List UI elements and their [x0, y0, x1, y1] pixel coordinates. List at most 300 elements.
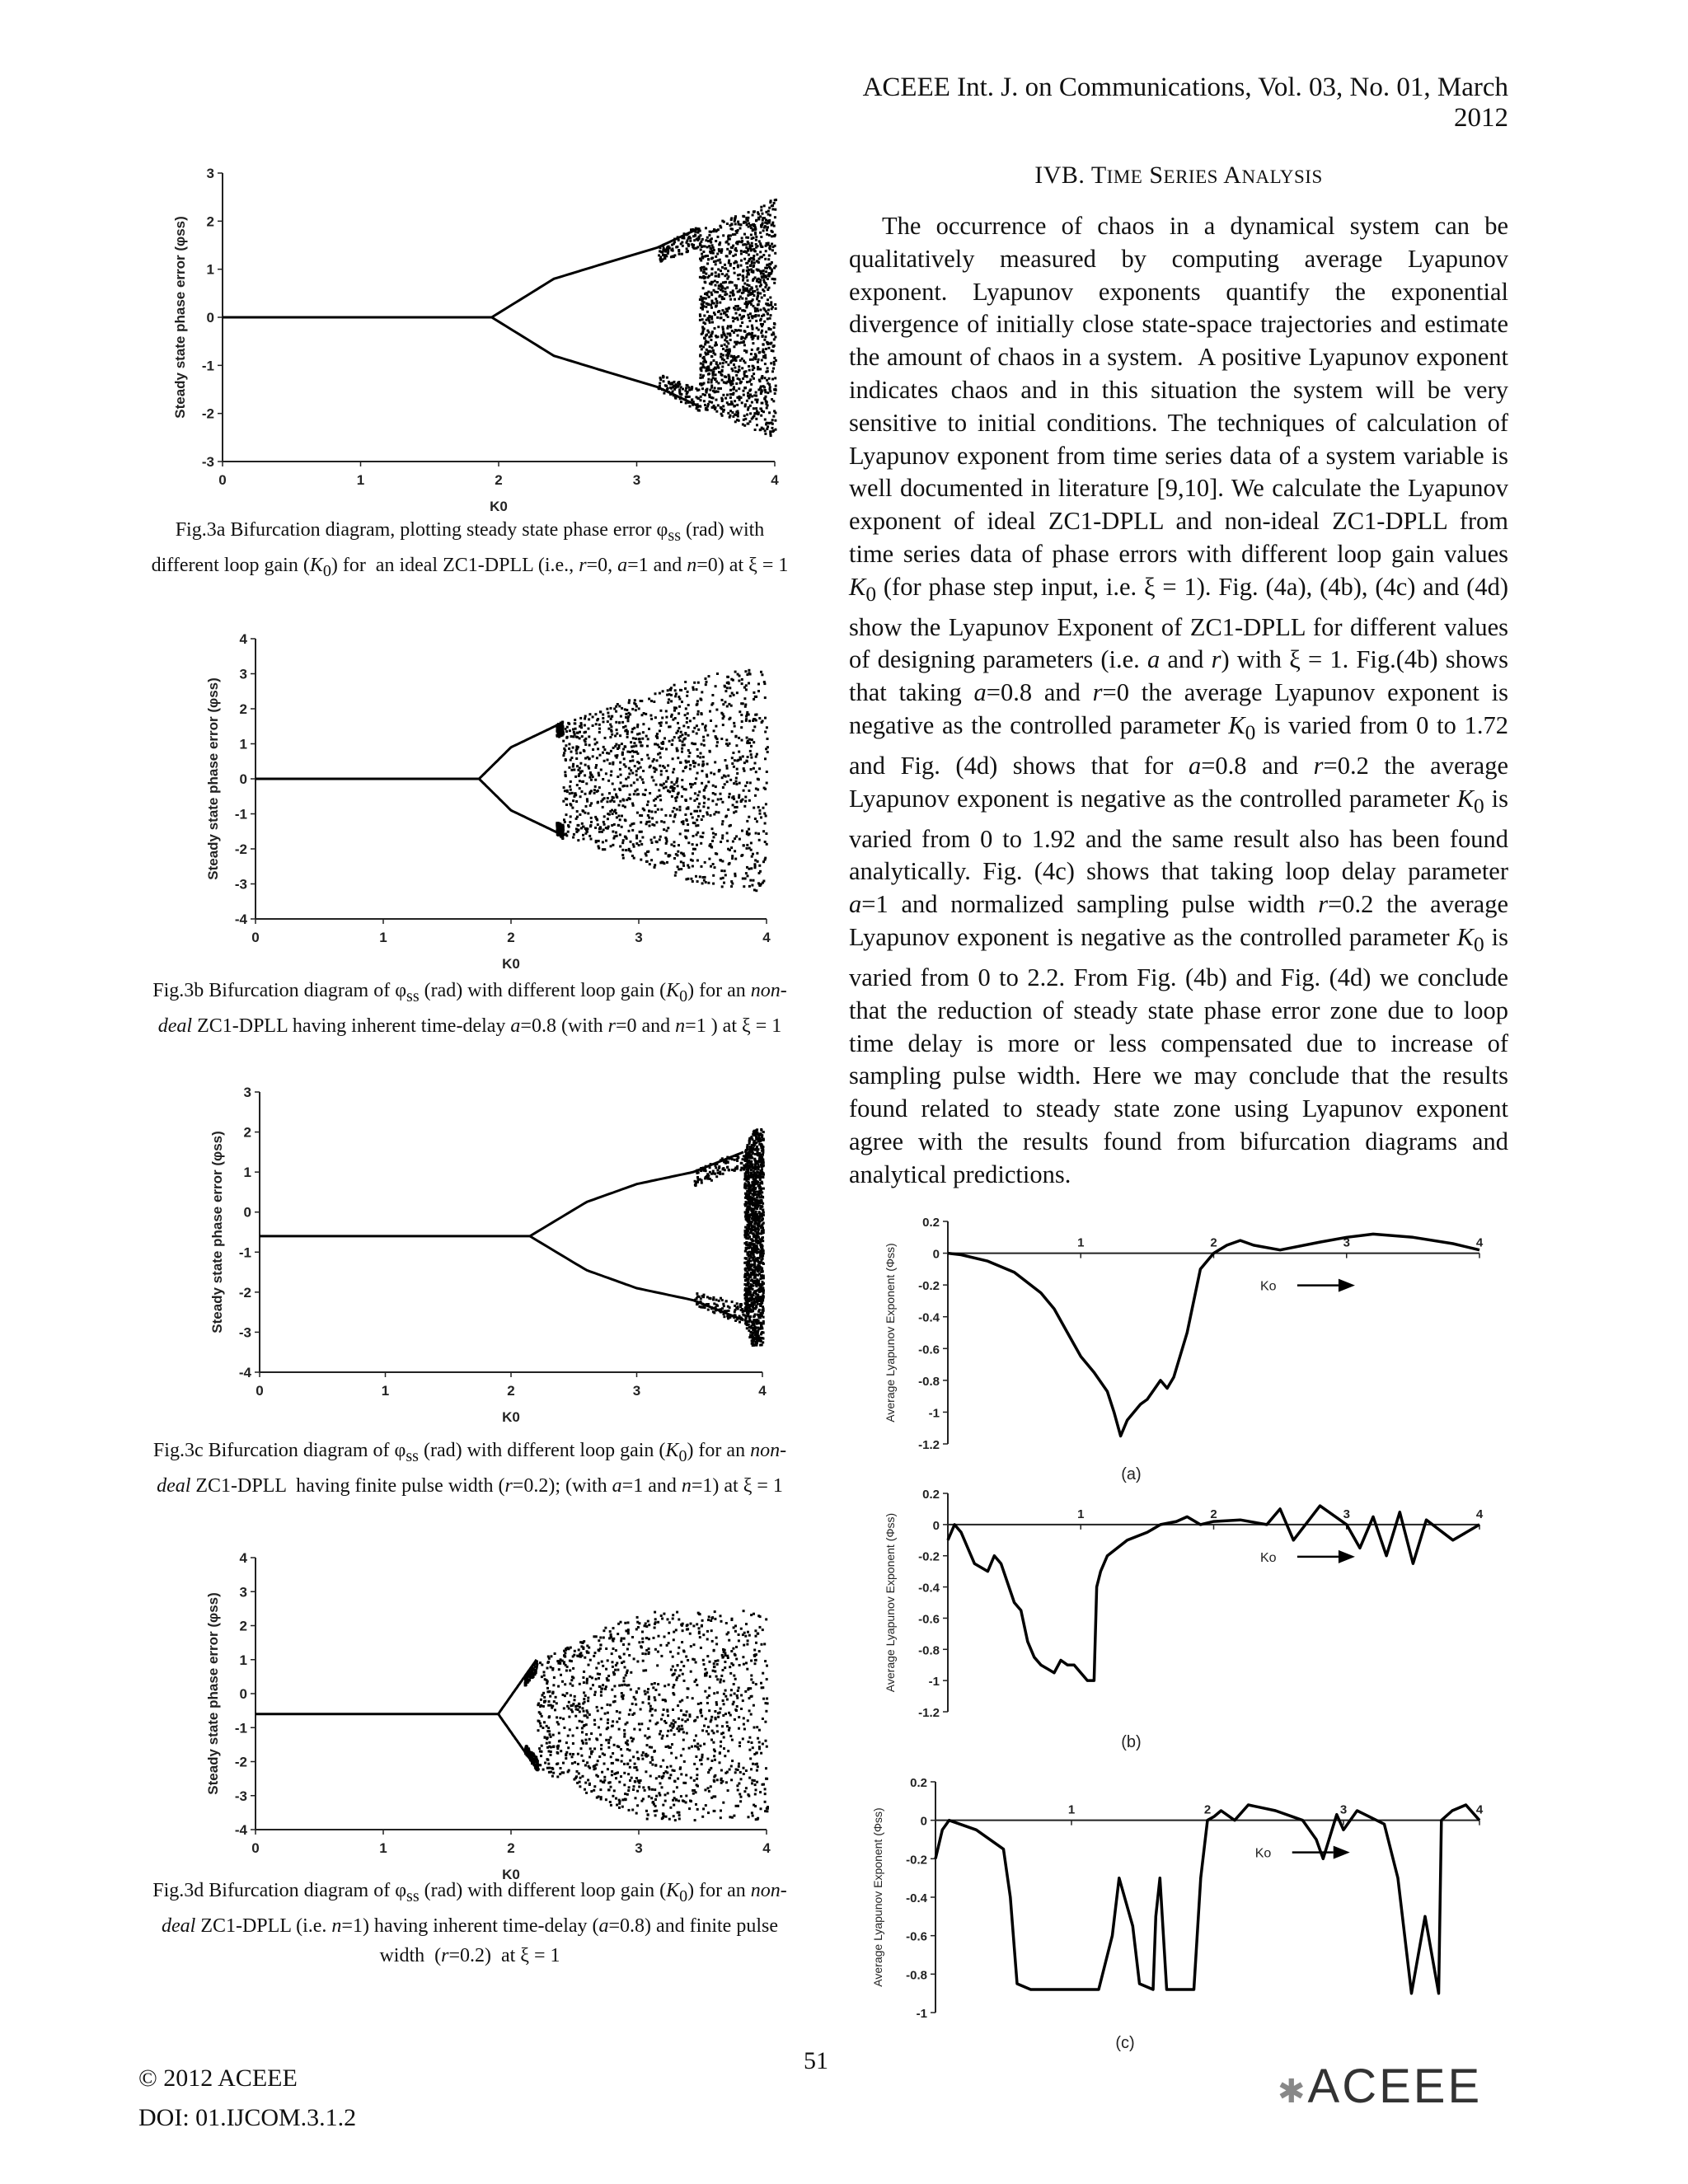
y-tick-label: -4	[238, 1365, 251, 1380]
chaos-point	[763, 204, 766, 207]
chaos-point	[715, 811, 717, 813]
chaos-point	[775, 385, 777, 387]
chaos-point	[734, 215, 737, 218]
chaos-point	[750, 753, 753, 756]
chaos-point	[735, 382, 738, 385]
chaos-point	[583, 1681, 585, 1684]
chaos-point	[737, 335, 739, 337]
chaos-point	[728, 234, 730, 237]
chaos-point	[735, 835, 738, 837]
chaos-point	[701, 882, 704, 884]
chaos-point	[745, 688, 748, 691]
chaos-point	[749, 312, 752, 315]
chaos-point	[750, 1160, 753, 1163]
chaos-point	[729, 389, 732, 391]
chaos-point	[654, 864, 656, 866]
period-point	[668, 246, 670, 248]
chaos-point	[711, 840, 714, 842]
chaos-point	[659, 757, 662, 759]
chaos-point	[772, 345, 775, 348]
chaos-point	[704, 404, 706, 406]
chaos-point	[602, 778, 604, 780]
chaos-point	[616, 795, 618, 798]
chaos-point	[743, 767, 745, 770]
chaos-point	[692, 880, 694, 883]
chaos-point	[754, 228, 757, 231]
chaos-point	[712, 406, 715, 409]
chaos-point	[748, 1161, 750, 1164]
chaos-point	[618, 721, 621, 724]
chaos-point	[693, 1643, 696, 1646]
chaos-point	[725, 255, 728, 257]
chaos-point	[662, 743, 664, 745]
chaos-point	[715, 336, 718, 339]
chaos-point	[743, 394, 745, 396]
chaos-point	[696, 724, 698, 727]
chaos-point	[676, 777, 678, 780]
chaos-point	[710, 292, 713, 294]
y-tick-label: 3	[206, 166, 214, 181]
chaos-point	[701, 276, 703, 279]
chaos-point	[749, 1228, 752, 1230]
chaos-point	[747, 294, 749, 297]
chaos-point	[761, 1331, 763, 1333]
chaos-point	[672, 771, 674, 774]
chaos-point	[673, 807, 675, 809]
chaos-point	[758, 767, 761, 770]
chaos-point	[700, 260, 702, 262]
chaos-point	[740, 336, 743, 339]
x-tick-label: 0	[256, 1383, 264, 1399]
chaos-point	[731, 330, 734, 332]
chaos-point	[598, 786, 601, 789]
chaos-point	[628, 1713, 631, 1716]
chaos-point	[711, 257, 714, 260]
chaos-point	[756, 401, 758, 404]
chaos-point	[697, 682, 700, 684]
chaos-point	[677, 722, 679, 724]
chaos-point	[715, 1701, 718, 1704]
chaos-point	[673, 783, 676, 785]
period-point	[739, 1317, 742, 1319]
chaos-point	[738, 399, 741, 401]
chaos-point	[743, 1767, 745, 1769]
chaos-point	[711, 372, 714, 374]
period-point	[723, 1161, 725, 1164]
x-tick-label: 1	[379, 930, 387, 945]
chaos-point	[687, 712, 689, 715]
chaos-point	[747, 1298, 749, 1301]
chaos-point	[735, 241, 738, 244]
chaos-point	[721, 1654, 724, 1657]
period-point	[658, 254, 660, 256]
chaos-point	[701, 770, 704, 772]
chaos-point	[700, 699, 702, 701]
chaos-point	[594, 766, 597, 769]
chaos-point	[763, 339, 766, 341]
chaos-point	[763, 294, 766, 297]
chaos-point	[772, 350, 775, 353]
x-tick-label: 3	[635, 930, 643, 945]
chaos-point	[757, 1289, 760, 1291]
chaos-point	[701, 298, 704, 300]
chaos-point	[709, 389, 711, 391]
chaos-point	[757, 269, 759, 272]
chaos-point	[764, 841, 767, 843]
chaos-point	[748, 223, 750, 225]
chaos-point	[748, 1174, 751, 1177]
chaos-point	[589, 804, 592, 807]
period-point	[558, 830, 560, 832]
chaos-point	[684, 766, 687, 769]
chaos-point	[748, 799, 751, 802]
chaos-point	[648, 757, 650, 760]
chaos-point	[722, 877, 724, 879]
chaos-point	[697, 710, 700, 713]
chaos-point	[671, 743, 673, 746]
chaos-point	[733, 267, 735, 269]
chaos-point	[636, 725, 639, 728]
chaos-point	[763, 227, 766, 229]
chaos-point	[575, 748, 578, 750]
chaos-point	[766, 229, 768, 232]
chaos-point	[752, 1148, 754, 1151]
chaos-point	[742, 269, 744, 272]
period-point	[716, 1169, 719, 1171]
chaos-point	[753, 336, 755, 339]
chaos-point	[704, 281, 706, 284]
chaos-point	[633, 751, 635, 753]
chaos-point	[566, 726, 569, 729]
chaos-point	[764, 696, 767, 699]
chaos-point	[697, 815, 700, 818]
chaos-point	[759, 1238, 762, 1240]
period-point	[661, 388, 663, 391]
chaos-point	[750, 757, 753, 759]
chaos-point	[663, 783, 665, 785]
chaos-point	[757, 1338, 759, 1341]
chaos-point	[706, 237, 709, 239]
chaos-point	[709, 750, 711, 752]
chaos-point	[759, 1179, 762, 1181]
chaos-point	[593, 738, 596, 741]
chaos-point	[680, 1795, 682, 1797]
chaos-point	[748, 211, 750, 213]
chaos-point	[760, 1164, 762, 1166]
chaos-point	[707, 341, 710, 344]
chaos-point	[741, 739, 743, 742]
chaos-point	[762, 229, 765, 232]
chaos-point	[749, 265, 752, 267]
chaos-point	[635, 835, 638, 837]
chaos-point	[570, 735, 573, 738]
fig3b-caption: Fig.3b Bifurcation diagram of $\varphi_{ss}$ (rad) with different loop gain $(K_0)$ for an non-deal ZC1-DPLL having inherent time-delay a=0.8 (with r=0 and n=1 ) at ξ = 1	[152, 980, 787, 1037]
chaos-point	[702, 357, 705, 359]
chaos-point	[696, 755, 699, 757]
chaos-point	[745, 335, 748, 338]
chaos-point	[615, 710, 617, 713]
chaos-point	[673, 816, 676, 818]
chaos-point	[707, 350, 710, 353]
chaos-point	[653, 766, 655, 769]
chaos-point	[742, 755, 744, 757]
chaos-point	[736, 419, 738, 421]
chaos-point	[631, 829, 634, 832]
chaos-point	[701, 348, 703, 350]
chaos-point	[579, 762, 582, 765]
chaos-point	[608, 792, 611, 794]
chaos-point	[756, 1204, 758, 1207]
chaos-point	[572, 735, 574, 738]
period-point	[673, 242, 675, 245]
chaos-point	[729, 332, 731, 335]
chaos-point	[744, 1187, 747, 1189]
chaos-point	[726, 780, 729, 783]
chaos-point	[767, 312, 769, 315]
chaos-point	[720, 261, 722, 264]
period-point	[663, 376, 665, 378]
period-point	[694, 231, 696, 233]
chaos-point	[746, 1287, 748, 1290]
period-point	[714, 1173, 716, 1175]
period-point	[701, 1303, 704, 1305]
chaos-point	[603, 797, 606, 799]
chaos-point	[633, 742, 635, 744]
chaos-point	[607, 712, 609, 715]
chaos-point	[672, 719, 674, 721]
chaos-point	[584, 718, 586, 720]
period-point	[715, 1175, 718, 1178]
chaos-point	[751, 349, 753, 351]
chaos-point	[696, 1778, 698, 1780]
chaos-point	[627, 719, 630, 722]
period-point	[667, 252, 669, 255]
chaos-point	[717, 404, 720, 406]
chaos-point	[775, 389, 777, 391]
chaos-point	[756, 424, 758, 426]
chaos-point	[681, 701, 683, 703]
chaos-point	[734, 272, 736, 274]
chaos-point	[762, 288, 764, 291]
period-point	[688, 389, 691, 391]
chaos-point	[687, 761, 690, 763]
chaos-point	[726, 278, 729, 280]
chaos-point	[720, 313, 722, 316]
chaos-point	[757, 1280, 760, 1282]
chaos-point	[724, 1695, 727, 1698]
chaos-point	[654, 1648, 657, 1651]
chaos-point	[750, 1331, 753, 1333]
chaos-point	[748, 406, 750, 409]
chaos-point	[715, 735, 717, 738]
chaos-point	[745, 1184, 748, 1187]
chaos-point	[749, 420, 752, 423]
chaos-point	[762, 1254, 764, 1257]
chaos-point	[746, 400, 748, 402]
chaos-point	[685, 707, 687, 710]
period-point	[558, 731, 560, 733]
chaos-point	[720, 387, 722, 390]
chaos-point	[733, 766, 735, 768]
chaos-point	[631, 759, 634, 762]
period-point	[689, 240, 692, 242]
chaos-point	[760, 1301, 762, 1303]
chaos-point	[756, 1146, 758, 1148]
chaos-point	[603, 746, 605, 748]
chaos-point	[576, 784, 579, 786]
chaos-point	[611, 1770, 613, 1773]
chaos-point	[668, 1642, 670, 1644]
chaos-point	[704, 861, 706, 864]
chaos-point	[687, 691, 689, 693]
chaos-point	[706, 334, 708, 336]
chaos-point	[724, 291, 727, 293]
chaos-point	[764, 1721, 767, 1723]
chaos-point	[743, 805, 746, 808]
chaos-point	[657, 753, 659, 756]
chaos-point	[748, 1146, 751, 1148]
chaos-point	[621, 721, 624, 724]
chaos-point	[729, 862, 731, 865]
chaos-point	[579, 731, 581, 733]
chaos-point	[752, 729, 754, 732]
chaos-point	[748, 1244, 750, 1246]
chaos-point	[720, 798, 722, 800]
chaos-point	[762, 307, 765, 310]
chaos-point	[615, 743, 617, 746]
chaos-point	[705, 273, 707, 275]
chaos-point	[750, 1286, 753, 1288]
chaos-point	[736, 768, 738, 771]
x-tick-label: 1	[356, 472, 365, 488]
chaos-point	[692, 730, 695, 733]
chaos-point	[575, 757, 578, 760]
chaos-point	[730, 227, 733, 230]
chaos-point	[756, 260, 758, 262]
chaos-point	[667, 701, 669, 704]
chaos-point	[577, 829, 579, 832]
period-point	[710, 1307, 713, 1310]
chaos-point	[762, 343, 764, 345]
chaos-point	[765, 832, 767, 835]
chaos-point	[713, 260, 715, 263]
chaos-point	[748, 269, 750, 271]
chaos-point	[660, 808, 663, 811]
chaos-point	[748, 369, 751, 372]
period-point	[667, 387, 669, 390]
chaos-point	[687, 749, 690, 752]
chaos-point	[769, 248, 771, 251]
chaos-point	[621, 826, 623, 828]
chaos-point	[635, 703, 637, 705]
chaos-point	[712, 230, 715, 232]
chaos-point	[743, 359, 745, 362]
chaos-point	[757, 1191, 759, 1193]
chaos-point	[747, 1261, 749, 1263]
chaos-point	[722, 1699, 724, 1702]
chaos-point	[721, 358, 724, 360]
chaos-point	[725, 815, 728, 818]
chaos-point	[767, 298, 769, 301]
chaos-point	[741, 401, 743, 404]
chaos-point	[746, 673, 748, 676]
chaos-point	[753, 698, 755, 701]
period-point	[696, 1297, 698, 1300]
chaos-point	[585, 829, 588, 832]
chaos-point	[714, 866, 716, 869]
chaos-point	[743, 233, 746, 236]
chaos-point	[729, 298, 732, 301]
chaos-point	[593, 1789, 595, 1792]
chaos-point	[660, 770, 663, 772]
chaos-point	[603, 823, 606, 826]
chaos-point	[757, 1168, 759, 1170]
chaos-point	[744, 785, 747, 787]
chaos-point	[766, 843, 768, 846]
chaos-point	[599, 1788, 602, 1791]
chaos-point	[699, 875, 701, 878]
chaos-point	[542, 1769, 545, 1771]
x-tick-label: 4	[762, 930, 771, 945]
chaos-point	[715, 275, 717, 278]
period-point	[559, 724, 561, 727]
period-point	[742, 1158, 744, 1160]
chaos-point	[657, 808, 659, 811]
chaos-point	[756, 288, 758, 291]
chaos-point	[738, 378, 741, 381]
chaos-point	[599, 710, 602, 713]
chaos-point	[628, 767, 631, 770]
chaos-point	[696, 703, 699, 705]
period-point	[666, 377, 668, 379]
chaos-point	[735, 230, 738, 232]
chaos-point	[755, 391, 757, 394]
chaos-point	[728, 682, 730, 685]
y-tick-label: 0	[239, 771, 247, 787]
chaos-point	[748, 396, 751, 398]
chaos-point	[774, 234, 776, 237]
chaos-point	[751, 316, 753, 319]
chaos-point	[762, 1217, 764, 1220]
chaos-point	[751, 326, 753, 329]
chaos-point	[747, 1234, 749, 1236]
chaos-point	[724, 685, 726, 687]
chaos-point	[706, 1655, 709, 1657]
period-point	[696, 405, 698, 408]
chaos-point	[610, 718, 612, 720]
chaos-point	[672, 757, 674, 760]
chaos-point	[748, 669, 750, 672]
period-point	[556, 734, 558, 737]
chaos-point	[761, 1134, 763, 1137]
chaos-point	[761, 1297, 763, 1300]
chaos-point	[655, 821, 658, 823]
chaos-point	[615, 1797, 617, 1800]
chaos-point	[734, 873, 736, 875]
chaos-point	[755, 1231, 757, 1234]
chaos-point	[700, 249, 702, 251]
chaos-point	[702, 271, 705, 274]
chaos-point	[743, 1203, 746, 1206]
chaos-point	[584, 715, 587, 718]
chaos-point	[750, 768, 753, 771]
chaos-point	[715, 240, 717, 242]
chaos-point	[732, 679, 734, 682]
chaos-point	[743, 790, 745, 792]
chaos-point	[601, 1688, 603, 1690]
chaos-point	[756, 852, 758, 855]
period-point	[699, 405, 701, 407]
